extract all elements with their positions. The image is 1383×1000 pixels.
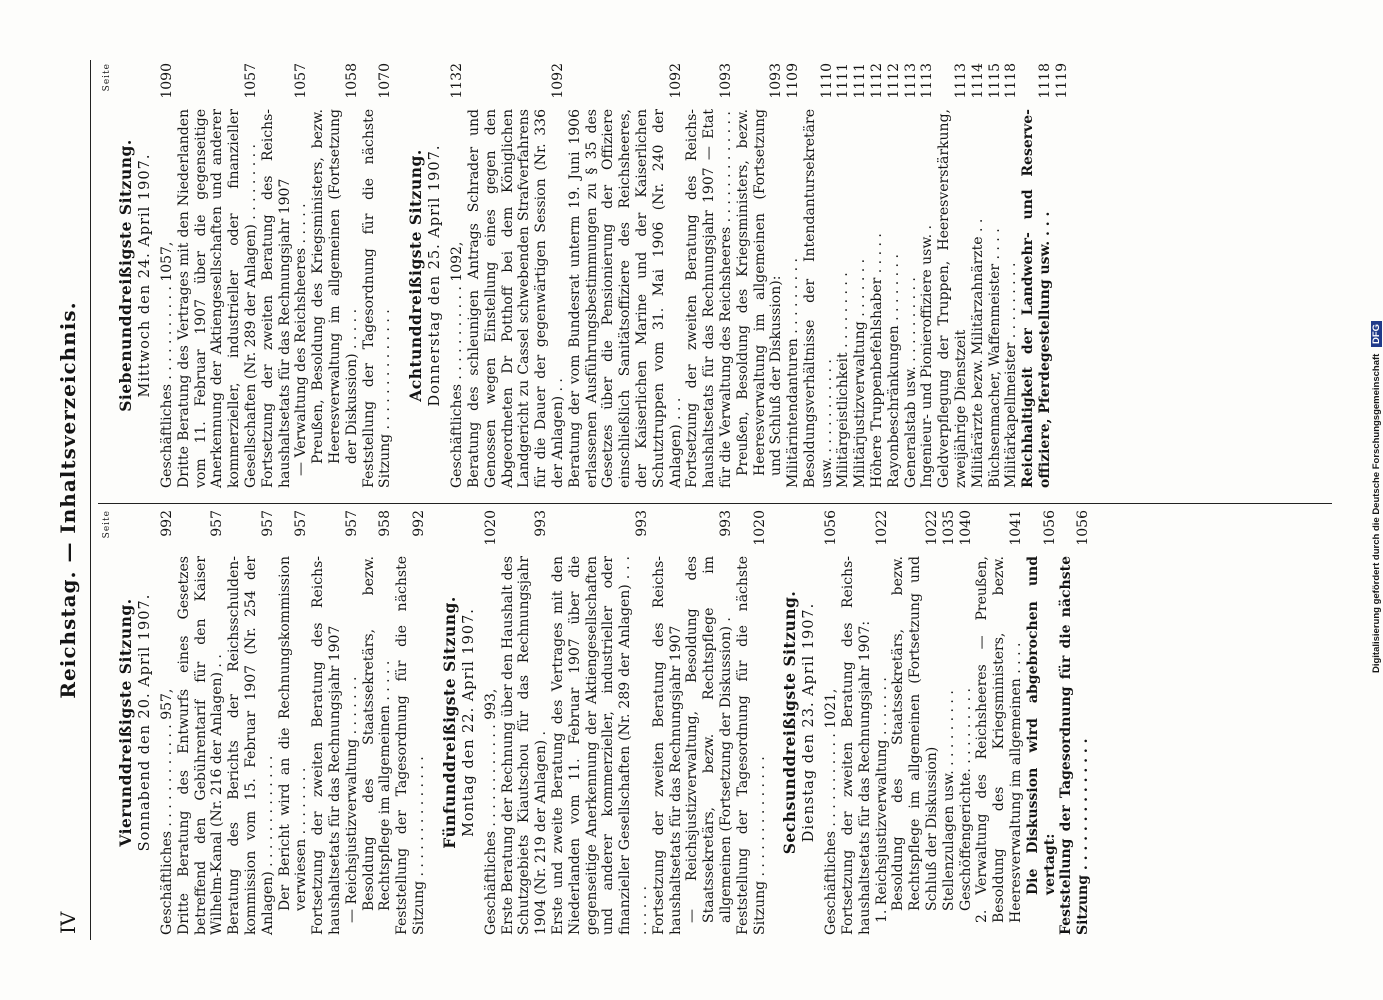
entry-page-number: 1057 [242,63,259,99]
entry-page-number: 1119 [1053,63,1070,99]
entry-page-number: 1112 [868,63,885,99]
toc-entry [650,510,684,935]
entry-text: Feststellung der Tagesordnung für die nächste Sitzung . . . . . . . . . . . . . . [393,556,427,935]
entry-text: Höhere Truppenbefehlshaber . . . . . [868,233,885,488]
toc-entry [919,63,936,488]
seite-label: Seite [101,63,112,92]
toc-entry [259,63,293,488]
entry-text: Generalstab usw. . . . . . . . . . . [902,277,919,488]
toc-entry [343,510,360,935]
entry-text: Geschäftliches . . . . . . . . . . . . 957, [158,688,175,935]
entry-text: Fortsetzung der zweiten Beratung des Reichshaushaltsetats für das Rechnungsjahr 1907 [309,556,343,935]
entry-text: 1. Reichsjustizverwaltung . . . . . . . [873,677,890,923]
toc-entry [974,510,1024,935]
entry-page-number: 1110 [818,63,835,99]
entry-text: Geldverpflegung der Truppen, Heeresverstärkung, zweijährige Dienstzeit [935,109,969,488]
entry-text: Dritte Beratung des Entwurfs eines Gesetzes betreffend den Gebührentarif für den Kaiser Wilhelm-Kanal (Nr. 216 der Anlagen) . . [175,556,225,935]
entry-text: Beratung des schleunigen Antrags Schrader und Genossen wegen Einstellung eines gegen den Abgeordneten Dr Potthoff bei dem Königlichen Landgericht zu Cassel schwebenden Strafverfahrens für die Dauer der gegenwärtigen Session (Nr. 336 der Anlagen) . . [465,109,566,488]
entry-page-number: 958 [376,510,393,537]
entry-page-number: 1118 [1036,63,1053,99]
entry-text: Preußen, Besoldung des Kriegsministers, bezw. Heeresverwaltung im allgemeinen (Fortsetzung der Diskussion) . . . . . [309,109,360,464]
toc-entry [940,510,957,935]
entry-text: Reichhaltigkeit der Landwehr- und Reserveoffiziere, Pferdegestellung usw. . . . [1019,109,1053,488]
toc-entry [801,63,835,488]
entry-text: Fortsetzung der zweiten Beratung des Reichshaushaltsetats für das Rechnungsjahr 1907 [650,556,684,935]
session-section [406,63,1070,488]
toc-entry [873,510,890,935]
entry-page-number: 1093 [767,63,784,99]
toc-entry [1024,510,1058,935]
toc-entry [175,63,259,488]
entry-text: Beratung des Berichts der Reichsschuldenkommission vom 15. Februar 1907 (Nr. 254 der Anlagen) . . . . . . . . . . . . . [225,556,276,935]
session-section [780,510,1092,935]
toc-entry [276,510,310,935]
toc-entry [684,63,734,488]
entry-page-number: 1111 [834,63,851,99]
entry-text: Geschäftliches . . . . . . . . . . . . 993, [482,688,499,935]
toc-entry [175,510,225,935]
entry-page-number: 1058 [343,63,360,99]
entry-page-number: 1112 [885,63,902,99]
toc-entry [684,510,734,935]
toc-entry [969,63,986,488]
toc-entry [549,510,650,935]
entry-page-number: 957 [292,510,309,537]
toc-entry [449,63,466,488]
toc-entry [159,63,176,488]
toc-entry [499,510,549,935]
entry-page-number: 1114 [969,63,986,99]
toc-entry [226,510,276,935]
session-title: Vierunddreißigste Sitzung. [115,598,135,847]
toc-entry [1003,63,1020,488]
entry-page-number: 993 [633,510,650,537]
session-title: Fünfunddreißigste Sitzung. [439,596,459,849]
entry-text: — Reichsjustizverwaltung, Besoldung des Staatssekretärs, bezw. Rechtspflege im allgemeinen (Fortsetzung der Diskussion) . [683,556,734,923]
toc-entry [394,510,428,935]
page-content [32,50,1352,950]
toc-entry [785,63,802,488]
entry-text: Geschöffengerichte. . . . . . . . . . [957,688,974,911]
entry-text: Geschäftliches . . . . . . . . . . . 1057, [158,241,175,488]
entry-page-number: 1090 [158,63,175,99]
toc-entry [360,510,394,935]
entry-page-number: 1022 [923,510,940,546]
entry-text: Fortsetzung der zweiten Beratung des Reichshaushaltsetats für das Rechnungsjahr 1907 — Etat für die Verwaltung des Reichsheeres . . . . . . . . . . . . . [683,109,734,488]
entry-page-number: 1056 [822,510,839,546]
entry-text: Dritte Beratung des Vertrages mit den Niederlanden vom 11. Februar 1907 über die gegenseitige Anerkennung der Aktiengesellschaften und anderer kommerzieller, industrieller oder finanzieller Gesellschaften (Nr. 289 der Anlagen) . . . . . . . . . [175,109,259,488]
seite-label: Seite [101,510,112,539]
entry-text: Geschäftliches . . . . . . . . . . . 1021, [822,688,839,935]
session-title: Siebenunddreißigste Sitzung. [115,139,135,412]
entry-text: Rayonbeschränkungen . . . . . . . . [885,254,902,488]
session-date: Mittwoch den 24. April 1907. [136,153,153,398]
dfg-logo: DFG [1371,321,1382,347]
toc-entry [840,510,874,935]
entry-text: Fortsetzung der zweiten Beratung des Reichshaushaltsetats für das Rechnungsjahr 1907: [839,556,873,935]
entry-text: Besoldungsverhältnisse der Intendantursekretäre usw. . . . . . . . . . . . [801,109,835,488]
entry-page-number: 1093 [717,63,734,99]
toc-entry [823,510,840,935]
entry-page-number: 1057 [292,63,309,99]
toc-entry [734,63,784,488]
session-section [116,510,428,935]
entry-text: Ingenieur- und Pionieroffiziere usw. . [918,225,935,488]
session-title: Sechsunddreißigste Sitzung. [779,590,799,855]
entry-page-number: 957 [343,510,360,537]
entry-page-number: 992 [158,510,175,537]
entry-page-number: 1020 [482,510,499,546]
right-column [102,63,1332,488]
toc-entry [852,63,869,488]
entry-text: Besoldung des Staatssekretärs, bezw. Rechtspflege im allgemeinen . . . . . [360,556,393,911]
entry-page-number: 1020 [751,510,767,546]
toc-entry [310,63,360,488]
entry-text: Die Diskussion wird abgebrochen und vertagt: [1024,556,1058,895]
entry-page-number: 1092 [667,63,684,99]
entry-text: Militärkapellmeister . . . . . . . . . [1002,262,1019,488]
entry-text: Feststellung der Tagesordnung für die nächste Sitzung . . . . . . . . . . . . . . [360,109,393,488]
header-title: Reichstag. — Inhaltsverzeichnis. [55,301,80,699]
entry-text: Geschäftliches . . . . . . . . . . . 1092, [448,241,465,488]
entry-page-number: 1035 [940,510,957,546]
session-date: Sonnabend den 20. April 1907. [136,593,153,852]
entry-page-number: 1056 [1074,510,1091,546]
entry-text: — Reichsjustizverwaltung . . . . . . . [343,676,360,923]
entry-text: Feststellung der Tagesordnung für die nächste Sitzung . . . . . . . . . . . . . . [1057,556,1091,935]
entry-page-number: 1113 [902,63,919,99]
toc-entry [360,63,394,488]
session-section [439,510,768,935]
entry-page-number: 957 [259,510,276,537]
entry-page-number: 1109 [784,63,801,99]
digitization-note [1368,10,1382,995]
entry-page-number: 993 [532,510,549,537]
entry-text: Beratung der vom Bundesrat unterm 19. Juni 1906 erlassenen Ausführungsbestimmungen zu § 35 des Gesetzes über die Pensionierung der Offiziere einschließlich Sanitätsoffiziere des Reichsheeres, der Kaiserlichen Marine und der Kaiserlichen Schutztruppen vom 31. Mai 1906 (Nr. 240 der Anlagen) . . . [566,109,684,488]
page-header [50,60,91,940]
entry-page-number: 993 [717,510,734,537]
entry-text: Büchsenmacher, Waffenmeister . . . . [986,228,1003,488]
toc-entry [936,63,970,488]
entry-text: Erste und zweite Beratung des Vertrages mit den Niederlanden vom 11. Februar 1907 über die gegenseitige Anerkennung der Aktiengesellschaften und anderer kommerzieller, industrieller oder finanzieller Gesellschaften (Nr. 289 der Anlagen) . . . . . . . . . [549,556,650,935]
digitization-credit: Digitalisierung gefördert durch die Deutsche Forschungsgemeinschaft [1371,353,1382,674]
entry-text: Militärärzte bezw. Militärzahnärzte . . [969,218,986,488]
entry-page-number: 1070 [376,63,393,99]
entry-page-number: 1113 [952,63,969,99]
toc-entry [293,63,310,488]
session-section [116,63,394,488]
entry-text: Stellenzulagen usw. . . . . . . . . . [940,690,957,911]
entry-page-number: 1111 [851,63,868,99]
entry-text: Militärjustizverwaltung . . . . . . . [851,258,868,488]
entry-text: Besoldung des Staatssekretärs, bezw. Rechtspflege im allgemeinen (Fortsetzung und Schluß der Diskussion) [889,556,940,911]
toc-entry [159,510,176,935]
entry-page-number: 1115 [986,63,1003,99]
toc-entry [890,510,940,935]
entry-page-number: 1092 [549,63,566,99]
session-title: Achtunddreißigste Sitzung. [405,149,425,402]
toc-entry [957,510,974,935]
entry-text: Militärgeistlichkeit . . . . . . . . . [834,272,851,488]
toc-entry [1058,510,1092,935]
entry-page-number: 1056 [1041,510,1058,546]
entry-page-number: 1041 [1007,510,1024,546]
session-date: Montag den 22. April 1907. [460,608,477,837]
toc-entry [869,63,886,488]
page-number: IV [55,911,80,934]
session-date: Donnerstag den 25. April 1907. [426,144,443,407]
entry-text: Erste Beratung der Rechnung über den Haushalt des Schutzgebiets Kiautschou für das Rechnungsjahr 1904 (Nr. 219 der Anlagen) . [499,556,549,935]
entry-text: Preußen, Besoldung des Kriegsministers, bezw. Heeresverwaltung im allgemeinen (Fortsetzung und Schluß der Diskussion): [734,109,784,476]
entry-page-number: 957 [208,510,225,537]
entry-page-number: 1022 [873,510,890,546]
entry-page-number: 1040 [957,510,974,546]
left-column [102,510,1332,935]
entry-text: 2. Verwaltung des Reichsheeres — Preußen, Besoldung des Kriegsministers, bezw. Heeresverwaltung im allgemeinen . . . . [973,556,1024,923]
entry-text: Der Bericht wird an die Rechnungskommission verwiesen . . . . . . . . [276,556,309,911]
entry-page-number: 1113 [918,63,935,99]
toc-entry [482,510,499,935]
session-date: Dienstag den 23. April 1907. [800,602,817,843]
toc-entry [734,510,768,935]
toc-entry [902,63,919,488]
toc-entry [835,63,852,488]
toc-entry [885,63,902,488]
entry-text: Militärintendanturen . . . . . . . . . [784,258,801,488]
toc-entry [566,63,684,488]
entry-page-number: 1132 [448,63,465,99]
toc-entry [1020,63,1054,488]
toc-entry [310,510,344,935]
entry-page-number: 1118 [1002,63,1019,99]
column-divider [98,503,1332,504]
entry-text: — Verwaltung des Reichsheeres . . . . . [292,203,309,476]
entry-text: Feststellung der Tagesordnung für die nächste Sitzung . . . . . . . . . . . . . . [734,556,767,935]
toc-entry [1053,63,1070,488]
toc-entry [986,63,1003,488]
entry-text: Fortsetzung der zweiten Beratung des Reichshaushaltsetats für das Rechnungsjahr 1907 [259,109,293,488]
entry-page-number: 992 [410,510,427,537]
toc-entry [465,63,566,488]
